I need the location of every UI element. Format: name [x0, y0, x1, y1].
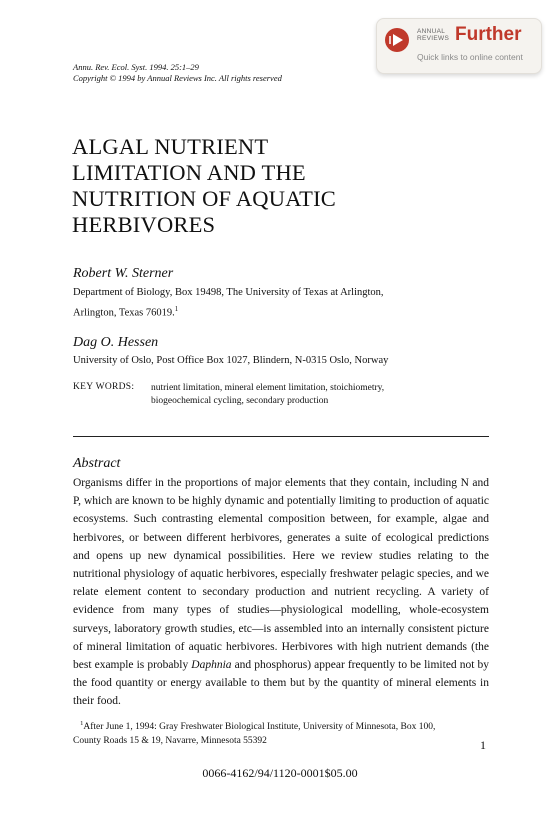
- citation-line: Annu. Rev. Ecol. Syst. 1994. 25:1–29: [73, 62, 199, 72]
- further-label: Further: [455, 24, 522, 45]
- species-name: Daphnia: [191, 659, 232, 672]
- abstract-text: Organisms differ in the proportions of major elements that they contain, including N and P, which are known to be highly dynamic and potentially limiting to production of aquatic ecosystems. Such contrasting elemental composition between, for example, algae and herbivores, or between different herbivores, generates a suite of ecological predictions and opens up new dynamical possibilities. Here we review studies relating to the nutritional physiology of aquatic herbivores, especially freshwater pelagic species, and we relate element content to secondary production and nutrient recycling. A variety of evidence from many types of studies—physiological modelling, whole-ecosystem surveys, laboratory growth studies, etc—is assembled into an internally consistent picture of mineral limitation of aquatic herbivores. Herbivores with high nutrient demands (the best example is probably Daphnia and phosphorus) appear frequently to be limited not by the food quantity or energy available to them but by the quantity of mineral elements in their food.: [73, 477, 489, 708]
- title-line: ALGAL NUTRIENT: [72, 134, 269, 159]
- author-name: Robert W. Sterner: [73, 266, 174, 281]
- annual-reviews-label: ANNUAL REVIEWS: [417, 28, 450, 42]
- section-divider: [73, 436, 489, 437]
- footnote-marker: 1: [80, 720, 84, 727]
- title-line: NUTRITION OF AQUATIC: [72, 186, 336, 211]
- further-subtitle: Quick links to online content: [417, 52, 523, 62]
- copyright-line: Copyright © 1994 by Annual Reviews Inc. All rights reserved: [73, 73, 282, 83]
- footnote-marker: 1: [174, 305, 179, 313]
- footnote: $^1$After June 1, 1994: Gray Freshwater Biological Institute, University of Minnesota, Box 100, County Roads 15 & 19, Navarre, Minnesota 55392: [73, 720, 436, 747]
- keywords-label: KEY WORDS:: [73, 382, 135, 392]
- abstract-heading: Abstract: [73, 456, 121, 471]
- further-badge[interactable]: [376, 18, 542, 74]
- annual-reviews-logo-icon: [385, 28, 409, 52]
- journal-citation: [73, 62, 282, 84]
- author-name: Dag O. Hessen: [73, 335, 159, 350]
- page-number: 1: [480, 738, 486, 752]
- author-affiliation: University of Oslo, Post Office Box 1027, Blindern, N-0315 Oslo, Norway: [73, 355, 389, 366]
- title-line: HERBIVORES: [72, 212, 216, 237]
- title-line: LIMITATION AND THE: [72, 160, 306, 185]
- author-affiliation: Department of Biology, Box 19498, The University of Texas at Arlington, Arlington, Texas 76019.$^1$: [73, 287, 384, 319]
- keywords-list: nutrient limitation, mineral element limitation, stoichiometry, biogeochemical cycling, secondary production: [151, 383, 385, 406]
- price-code: 0066-4162/94/1120-0001$05.00: [202, 766, 358, 780]
- article-title: [72, 134, 412, 238]
